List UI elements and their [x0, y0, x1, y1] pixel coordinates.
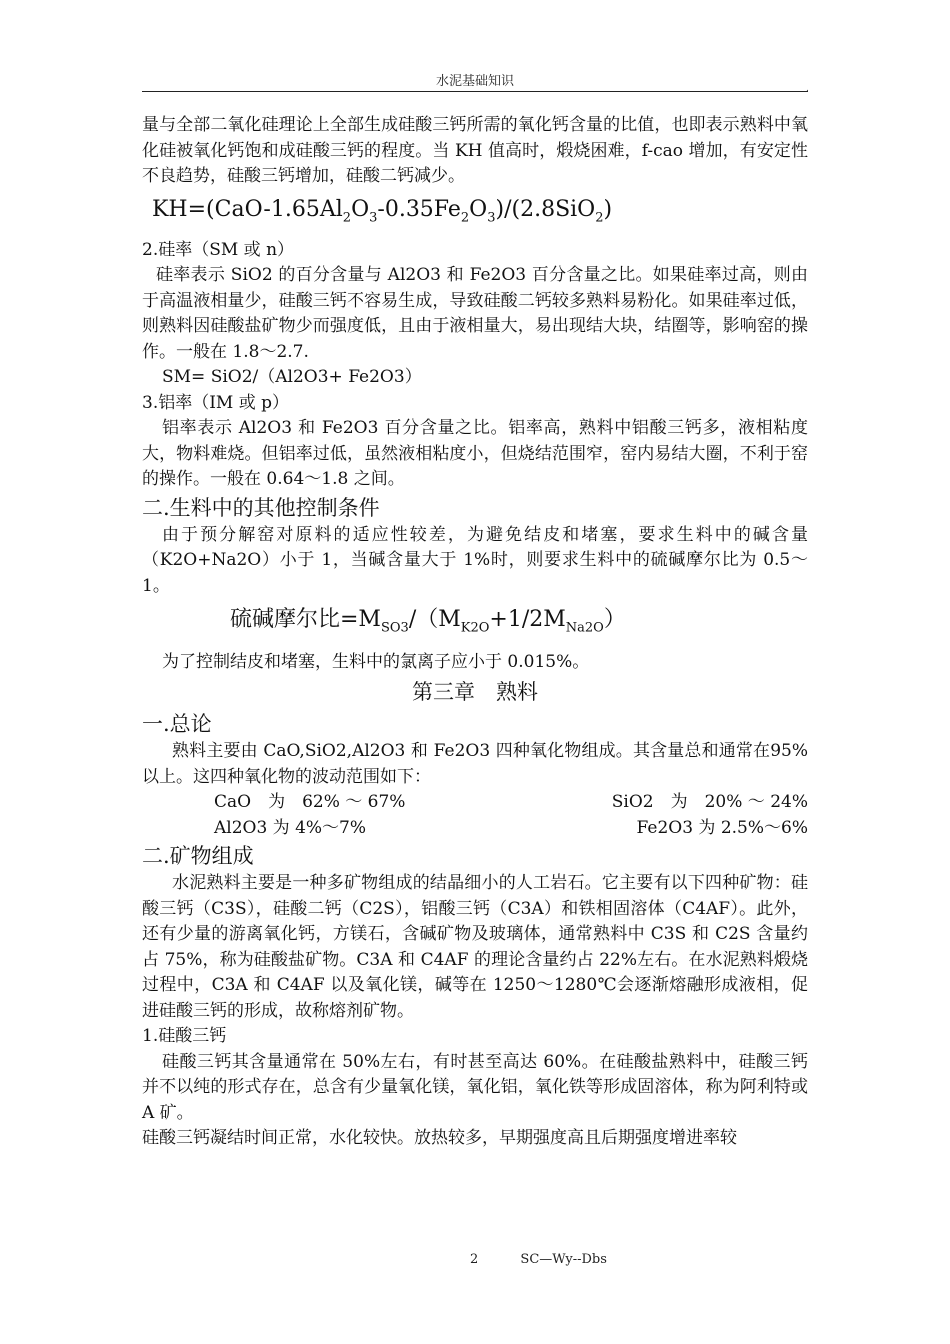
- im-description: 铝率表示 Al2O3 和 Fe2O3 百分含量之比。铝率高，熟料中铝酸三钙多，液相粘度大，物料难烧。但铝率过低，虽然液相粘度小，但烧结范围窄，窑内易结大圈，不利于窑的操作。一般在 0.64～1.8 之间。: [142, 418, 808, 490]
- header-rule: [142, 91, 808, 92]
- sm-heading: 2.硅率（SM 或 n）: [142, 239, 295, 260]
- document-body: [142, 113, 808, 1152]
- c3s-description: 硅酸三钙其含量通常在 50%左右，有时甚至高达 60%。在硅酸盐熟料中，硅酸三钙并不以纯的形式存在，总含有少量氧化镁，氧化铝，氧化铁等形成固溶体，称为阿利特或 A 矿。: [142, 1051, 808, 1123]
- chloride-description: 为了控制结皮和堵塞，生料中的氯离子应小于 0.015%。: [162, 651, 590, 672]
- sio2-range: SiO2 为 20% ～ 24%: [611, 792, 808, 813]
- section-general-heading: 一.总论: [142, 712, 212, 737]
- c3s-description-cont: 硅酸三钙凝结时间正常，水化较快。放热较多，早期强度高且后期强度增进率较: [142, 1128, 737, 1149]
- oxide-range-table: [142, 790, 808, 841]
- section-raw-material-heading: 二.生料中的其他控制条件: [142, 495, 380, 520]
- mineral-description: 水泥熟料主要是一种多矿物组成的结晶细小的人工岩石。它主要有以下四种矿物：硅酸三钙（C3S），硅酸二钙（C2S），铝酸三钙（C3A）和铁相固溶体（C4AF）。此外，还有少量的游离氧化钙，方镁石，含碱矿物及玻璃体，通常熟料中 C3S 和 C2S 含量约占 75%，称为硅酸盐矿物。C3A 和 C4AF 的理论含量约占 22%左右。在水泥熟料煅烧过程中，C3A 和 C4AF 以及氧化镁，碱等在 1250～1280℃会逐渐熔融形成液相，促进硅酸三钙的形成，故称熔剂矿物。: [142, 873, 808, 1021]
- general-description: 熟料主要由 CaO,SiO2,Al2O3 和 Fe2O3 四种氧化物组成。其含量总和通常在95%以上。这四种氧化物的波动范围如下：: [142, 741, 808, 787]
- document-code: SC—Wy--Dbs: [520, 1252, 607, 1267]
- al2o3-range: Al2O3 为 4%～7%: [214, 817, 367, 838]
- c3s-heading: 1.硅酸三钙: [142, 1026, 227, 1047]
- page-footer: [470, 1252, 645, 1267]
- sm-formula: SM= SiO2/（Al2O3+ Fe2O3）: [162, 367, 422, 388]
- fe2o3-range: Fe2O3 为 2.5%～6%: [636, 817, 808, 838]
- chapter-title: 第三章 熟料: [412, 680, 538, 705]
- sm-description: 硅率表示 SiO2 的百分含量与 Al2O3 和 Fe2O3 百分含量之比。如果硅率过高，则由于高温液相量少，硅酸三钙不容易生成，导致硅酸二钙较多熟料易粉化。如果硅率过低，则熟料因硅酸盐矿物少而强度低，且由于液相量大，易出现结大块，结圈等，影响窑的操作。一般在 1.8～2.7.: [142, 265, 808, 362]
- kh-formula: $KH=(CaO-1.65Al_2O_3-0.35Fe_2O_3)/(2.8SiO_2)$: [152, 196, 613, 225]
- cao-range: CaO 为 62% ～ 67%: [214, 792, 406, 813]
- header-mark: .: [806, 84, 809, 94]
- sulfur-alkali-formula: 硫碱摩尔比$=M_{SO3}/(M_{K2O}+1/2M_{Na2O})$: [230, 607, 626, 636]
- im-heading: 3.铝率（IM 或 p）: [142, 392, 290, 413]
- section-mineral-heading: 二.矿物组成: [142, 844, 254, 869]
- page-header-title: 水泥基础知识: [435, 74, 514, 89]
- page-number: 2: [470, 1252, 479, 1267]
- kh-description: 量与全部二氧化硅理论上全部生成硅酸三钙所需的氧化钙含量的比值，也即表示熟料中氧化硅被氧化钙饱和成硅酸三钙的程度。当 KH 值高时，煅烧困难，f-cao 增加，有安定性不良趋势，硅酸三钙增加，硅酸二钙减少。: [142, 115, 808, 186]
- alkali-description: 由于预分解窑对原料的适应性较差，为避免结皮和堵塞，要求生料中的碱含量（K2O+Na2O）小于 1，当碱含量大于 1%时，则要求生料中的硫碱摩尔比为 0.5～1。: [142, 524, 808, 596]
